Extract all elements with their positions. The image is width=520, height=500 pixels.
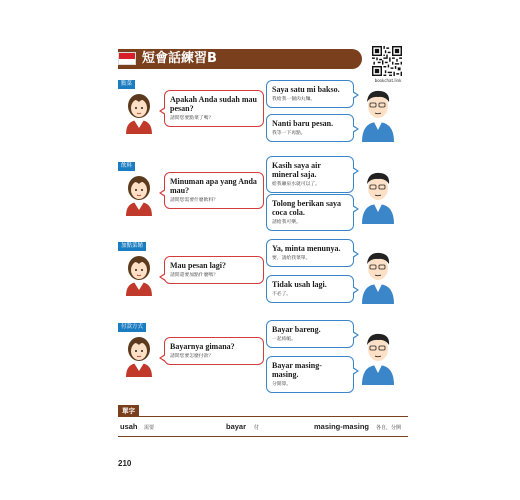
vocab-word: masing-masing — [314, 422, 370, 431]
answer-indonesian: Tidak usah lagi. — [272, 280, 327, 289]
customer-avatar-icon — [358, 168, 398, 224]
answer-indonesian: Saya satu mi bakso. — [272, 85, 340, 94]
customer-avatar-icon — [358, 248, 398, 304]
vocab-meaning: 各自，分開 — [376, 425, 402, 431]
question-bubble — [164, 337, 264, 365]
answer-chinese: 不必了。 — [272, 292, 292, 297]
category-tag: 付款方式 — [118, 323, 146, 332]
answer-bubble — [266, 194, 354, 231]
question-chinese: 請問還要加點什麼嗎？ — [170, 273, 218, 278]
vocab-meaning: 付 — [254, 425, 260, 431]
waitress-avatar-icon — [120, 172, 158, 218]
question-chinese: 請問您需要什麼飲料？ — [170, 198, 218, 203]
divider — [118, 416, 408, 417]
answer-bubble — [266, 356, 354, 393]
answer-chinese: 請給我可樂。 — [272, 220, 301, 225]
question-indonesian: Apakah Anda sudah mau pesan? — [170, 95, 257, 113]
divider — [118, 436, 408, 437]
answer-indonesian: Bayar bareng. — [272, 325, 321, 334]
customer-avatar-icon — [358, 329, 398, 385]
question-indonesian: Bayarnya gimana? — [170, 342, 235, 351]
answer-indonesian: Kasih saya air mineral saja. — [272, 161, 321, 179]
dialogue-section — [118, 323, 408, 401]
answer-chinese: 分開算。 — [272, 382, 292, 387]
customer-avatar-icon — [358, 86, 398, 142]
question-indonesian: Minuman apa yang Anda mau? — [170, 177, 257, 195]
dialogue-section — [118, 80, 408, 158]
vocab-list — [118, 422, 408, 434]
vocab-word: bayar — [226, 422, 247, 431]
question-bubble — [164, 90, 264, 127]
answer-chinese: 給我礦泉水就可以了。 — [272, 182, 320, 187]
answer-indonesian: Tolong berikan saya coca cola. — [272, 199, 342, 217]
indonesia-flag-icon — [118, 52, 136, 65]
vocab-meaning: 需要 — [144, 425, 155, 431]
answer-bubble — [266, 320, 354, 348]
category-tag: 加點菜餚 — [118, 242, 146, 251]
answer-bubble — [266, 80, 354, 108]
answer-bubble — [266, 156, 354, 193]
page-title: 短會話練習B — [142, 51, 217, 66]
answer-bubble — [266, 114, 354, 142]
waitress-avatar-icon — [120, 333, 158, 379]
question-bubble — [164, 256, 264, 284]
answer-indonesian: Ya, minta menunya. — [272, 244, 341, 253]
vocab-word: usah — [120, 422, 138, 431]
qr-code-icon[interactable] — [372, 46, 402, 76]
answer-chinese: 我給我一個肉丸麵。 — [272, 97, 316, 102]
answer-chinese: 我等一下再點。 — [272, 131, 306, 136]
page-number: 210 — [118, 459, 132, 468]
question-bubble — [164, 172, 264, 209]
waitress-avatar-icon — [120, 252, 158, 298]
waitress-avatar-icon — [120, 90, 158, 136]
answer-bubble — [266, 275, 354, 303]
qr-caption: bookchat.link — [374, 78, 402, 83]
category-tag: 點菜 — [118, 80, 135, 89]
answer-chinese: 要，請給我菜單。 — [272, 256, 311, 261]
answer-indonesian: Bayar masing-masing. — [272, 361, 322, 379]
vocab-title: 單字 — [118, 405, 139, 416]
question-chinese: 請問您要點菜了嗎？ — [170, 116, 214, 121]
category-tag: 飲料 — [118, 162, 135, 171]
question-indonesian: Mau pesan lagi? — [170, 261, 227, 270]
dialogue-section — [118, 162, 408, 240]
answer-bubble — [266, 239, 354, 267]
answer-indonesian: Nanti baru pesan. — [272, 119, 334, 128]
answer-chinese: 一起結帳。 — [272, 337, 296, 342]
dialogue-section — [118, 242, 408, 320]
question-chinese: 請問您要怎麼付款？ — [170, 354, 214, 359]
